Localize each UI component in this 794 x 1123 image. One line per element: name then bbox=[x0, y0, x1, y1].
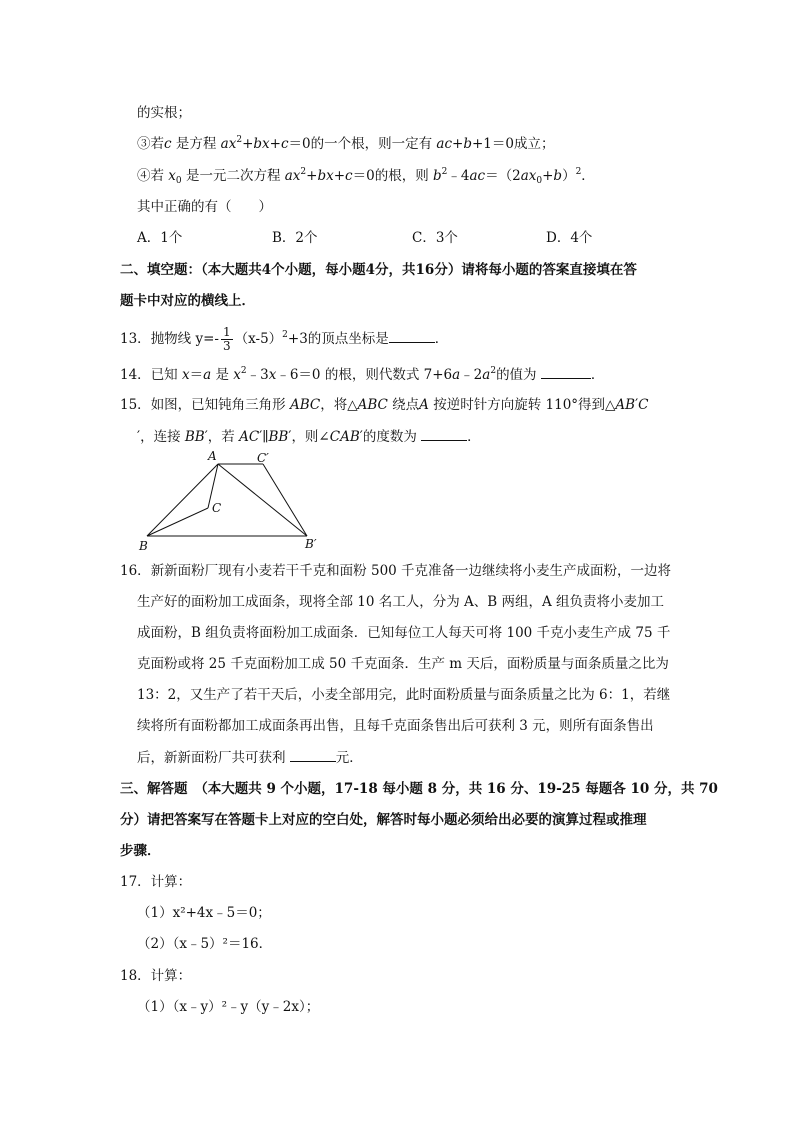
q12-prompt: 其中正确的有（ ） bbox=[137, 199, 272, 215]
question-16-line-1: 16．新新面粉厂现有小麦若干千克和面粉 500 千克准备一边继续将小麦生产成面粉，一边将 bbox=[120, 563, 672, 579]
section-2-heading: 二、填空题：（本大题共4个小题，每小题4分，共16分）请将每小题的答案直接填在答 bbox=[120, 262, 637, 278]
question-15: 15．如图，已知钝角三角形 ABC，将△ABC 绕点A 按逆时针方向旋转 110°得到△AB′C bbox=[120, 397, 649, 413]
question-18-part-1: （1）（x﹣y）²﹣y（y﹣2x）； bbox=[137, 999, 320, 1015]
q12-statement-4: ④若 $x_0$ 是一元二次方程 $ax^2+bx+c=0$的根，则 $b^2﹣4ac=(2ax_0+b)^2$． bbox=[137, 167, 595, 186]
section-2-heading-cont: 题卡中对应的横线上． bbox=[120, 293, 255, 309]
question-16-line-5: 13：2，又生产了若干天后，小麦全部用完，此时面粉质量与面条质量之比为 6：1，若继 bbox=[137, 687, 671, 703]
label-a: A bbox=[208, 449, 217, 463]
label-c-prime: C′ bbox=[257, 451, 269, 465]
q12-option-c: C．3个 bbox=[412, 230, 458, 246]
question-14: 14．已知 x＝a 是 $x^2﹣3x﹣6=0$ 的根，则代数式 $7+6a﹣2a^2$的值为 ． bbox=[120, 366, 605, 383]
q12-continuation: 的实根； bbox=[137, 105, 191, 121]
question-18-title: 18．计算： bbox=[120, 968, 192, 984]
q12-option-a: A．1个 bbox=[137, 230, 183, 246]
section-3-heading-end: 步骤． bbox=[120, 843, 161, 859]
answer-blank-13[interactable] bbox=[389, 328, 435, 343]
segment-ab-prime bbox=[218, 464, 307, 536]
question-16-line-4: 克面粉或将 25 千克面粉加工成 50 千克面条．生产 m 天后，面粉质量与面条质量之比为 bbox=[137, 656, 669, 672]
label-b-prime: B′ bbox=[305, 537, 317, 551]
question-17-part-2: （2）（x﹣5）²＝16． bbox=[137, 936, 273, 952]
segment-c-prime-b-prime bbox=[263, 464, 307, 536]
q12-option-d: D．4个 bbox=[546, 230, 593, 246]
question-16-line-7: 后，新新面粉厂共可获利 元． bbox=[137, 747, 363, 768]
fraction-one-third: $\frac{1}{3}$ bbox=[222, 325, 231, 353]
q12-option-b: B．2个 bbox=[272, 230, 318, 246]
label-b: B bbox=[139, 539, 148, 553]
triangle-rotation-figure bbox=[135, 448, 335, 558]
q12-statement-3: ③若c 是方程 $ax^2+bx+c=0$的一个根，则一定有 ac+b+1＝0成立； bbox=[137, 135, 555, 152]
question-15-cont: ′，连接 BB′，若 AC′∥BB′，则∠CAB′的度数为 ． bbox=[137, 426, 481, 447]
question-17-part-1: （1）x²+4x﹣5＝0； bbox=[137, 905, 271, 921]
section-3-heading-cont: 分）请把答案写在答题卡上对应的空白处，解答时每小题必须给出必要的演算过程或推理 bbox=[120, 812, 647, 828]
answer-blank-15[interactable] bbox=[421, 426, 467, 441]
label-c: C bbox=[212, 501, 222, 515]
question-16-line-2: 生产好的面粉加工成面条，现将全部 10 名工人，分为 A、B 两组，A 组负责将小麦加工 bbox=[137, 594, 665, 610]
question-16-line-6: 续将所有面粉都加工成面条再出售，且每千克面条售出后可获利 3 元，则所有面条售出 bbox=[137, 718, 654, 734]
answer-blank-14[interactable] bbox=[541, 364, 591, 379]
segment-ab bbox=[147, 464, 218, 536]
answer-blank-16[interactable] bbox=[290, 747, 336, 762]
section-3-heading: 三、解答题 （本大题共 9 个小题，17-18 每小题 8 分，共 16 分、19-25 每题各 10 分，共 70 bbox=[120, 781, 718, 797]
segment-bc bbox=[147, 508, 208, 536]
question-13: 13．抛物线 y=- $\frac{1}{3}$ $(x-5)^2+3$的顶点坐标是 ． bbox=[120, 325, 449, 353]
question-17-title: 17．计算： bbox=[120, 874, 192, 890]
question-16-line-3: 成面粉，B 组负责将面粉加工成面条．已知每位工人每天可将 100 千克小麦生产成 75 千 bbox=[137, 625, 671, 641]
